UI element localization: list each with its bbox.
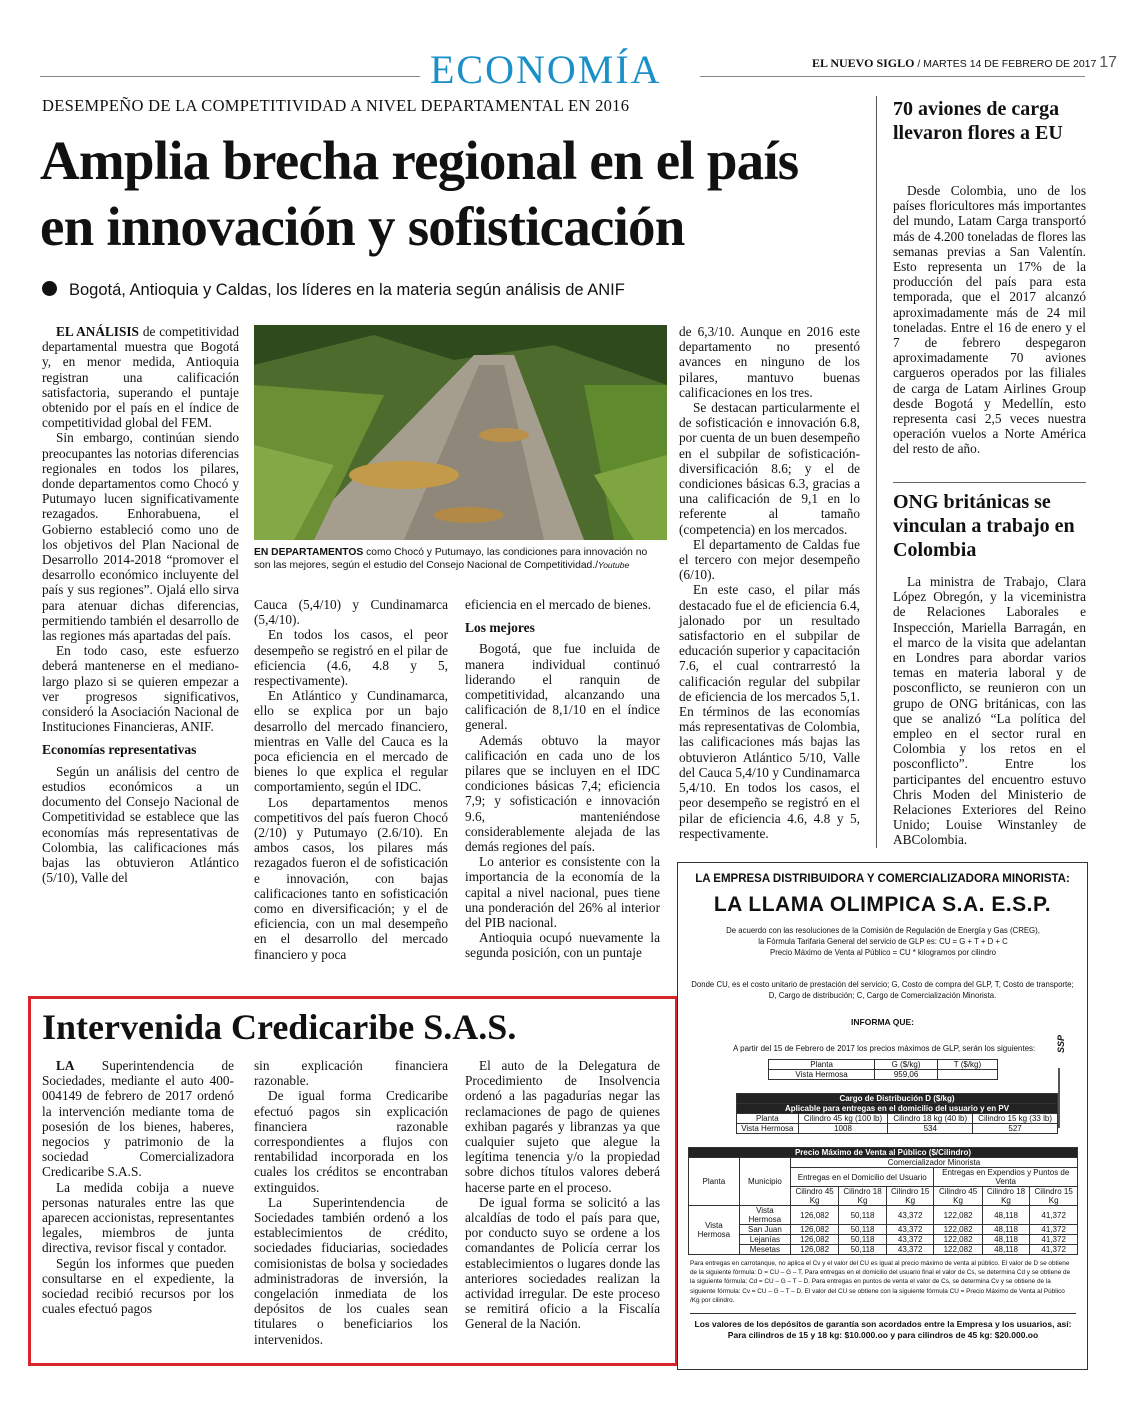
- paragraph: En todos los casos, el peor desempeño se registró en el pilar de eficiencia (4.6, 4.8 y 5, respectivamente).: [254, 627, 448, 689]
- table-title: Precio Máximo de Venta al Público ($/Cilindro): [689, 1148, 1078, 1158]
- paper-name: EL NUEVO SIGLO: [812, 56, 915, 70]
- paragraph: En este caso, el pilar más destacado fue el de eficiencia 6.4, jalonado por un resultado satisfactorio en el subpilar de educación superior y capacitación 7.6, el cual contrarrestó la calificación regular del subpilar de eficiencia de los mercados 5,1. En términos de las economías más representativas de Colombia, las calificaciones más bajas las obtuvieron Atlántico 5/10, Valle del Cauca 5,4/10 y Cundinamarca 5,4/10. En todos los casos, el peor desempeño se registró en el pilar de eficiencia 4.6, 4.8 y 5, respectivamente.: [679, 582, 860, 841]
- kicker: DESEMPEÑO DE LA COMPETITIVIDAD A NIVEL DEPARTAMENTAL EN 2016: [42, 96, 630, 115]
- sidebar-story-1-title: 70 aviones de carga llevaron flores a EU: [893, 98, 1063, 144]
- table-header: Cilindro 15 Kg: [886, 1187, 934, 1206]
- table-header-row: [737, 1114, 1058, 1124]
- table-cell: 43,372: [886, 1206, 934, 1225]
- table-cell: 43,372: [886, 1245, 934, 1255]
- table-header-row: [689, 1158, 1078, 1168]
- table-header: Cilindro 45 Kg: [934, 1187, 982, 1206]
- table-cell: 50,118: [839, 1206, 887, 1225]
- table-cell: 1008: [798, 1124, 888, 1134]
- section-title: ECONOMÍA: [430, 47, 662, 92]
- table-cell: 126,082: [791, 1225, 839, 1235]
- paragraph: En Atlántico y Cundinamarca, ello se explica por un bajo desarrollo del mercado financiero, mientras en Valle del Cauca es la poca eficiencia en el mercado de bienes lo que explica el regular comportamiento, según el IDC.: [254, 688, 448, 795]
- deck: [42, 281, 625, 300]
- paragraph: Desde Colombia, uno de los países floricultores más importantes del mundo, Latam Carga transportó más de 4.200 toneladas de flores las semanas previas a San Valentín. Esto representa un 17% de la producción del país para esta temporada, que el 2017 alcanzó aproximadamente más de 24 mil toneladas. Entre el 16 de enero y el 7 de febrero despegaron aproximadamente 70 aviones cargueros operados por las filiales de carga de Latam Airlines Group desde Bogotá y Medellín, esto representa casi 2,5 veces nuestra operación vuelos a Norte América del resto de año.: [893, 183, 1086, 457]
- table-header-row: [769, 1060, 998, 1070]
- table-header: Cilindro 15 kg (33 lb): [973, 1114, 1058, 1124]
- sidebar-story-2-title: ONG británicas se vinculan a trabajo en Colombia: [893, 491, 1075, 561]
- paragraph: El auto de la Delegatura de Procedimiento de Insolvencia ordenó a las pagadurías negar las reclamaciones de pago de quienes exhiban pagarés y libranzas ya que cualquier sujeto que alegue la legítima tenencia y/o la propiedad sobre dichos títulos valores deberá hacerse parte en el proceso.: [465, 1058, 660, 1195]
- issue-date: / MARTES 14 DE FEBRERO DE 2017: [914, 58, 1100, 70]
- table-cell: Vista Hermosa: [737, 1124, 799, 1134]
- table-cell: 50,118: [839, 1235, 887, 1245]
- table-row: [689, 1245, 1078, 1255]
- caption-lead: EN DEPARTAMENTOS: [254, 547, 364, 558]
- paragraph: Sin embargo, continúan siendo preocupantes las notorias diferencias regionales en todos los pilares, donde departamentos como Chocó y Putumayo lucen significativamente rezagados. Enhorabuena, el Gobierno estableció como uno de los objetivos del Plan Nacional de Desarrollo 2014-2018 “promover el desarrollo económico incluyente del país y sus regiones”. Ojalá ello sirva para atenuar dichas diferencias, permitiendo también el desarrollo de las regiones más apartadas del país.: [42, 430, 239, 644]
- paragraph: En todo caso, este esfuerzo deberá mantenerse en el mediano-largo plazo si se quieren empezar a ver progresos significativos, consideró la Asociación Nacional de Instituciones Financieras, ANIF.: [42, 643, 239, 735]
- table-sub-row: [737, 1104, 1058, 1114]
- table-header: Comercializador Minorista: [791, 1158, 1078, 1168]
- table-cell: 41,372: [1030, 1225, 1078, 1235]
- paragraph: Según un análisis del centro de estudios económicos a un documento del Consejo Nacional de Competitividad se establece que las economías más representativas de Colombia, las calificaciones más bajas las obtuvieron Atlántico (5/10), Valle del: [42, 763, 239, 886]
- table-cell: 527: [973, 1124, 1058, 1134]
- table-cell: 50,118: [839, 1245, 887, 1255]
- credicaribe-column-3: [465, 1058, 660, 1332]
- table-row: [689, 1206, 1078, 1225]
- table-cell: 126,082: [791, 1245, 839, 1255]
- table-cell: 48,118: [982, 1225, 1030, 1235]
- photo-caption: [254, 546, 654, 572]
- paragraph: Además obtuvo la mayor calificación en cada uno de los pilares que se incluyen en el IDC condiciones básicas 7,4; eficiencia 7,9; y sofisticación e innovación 9.6, manteniéndose considerablemente alejada de las demás regiones del país.: [465, 732, 660, 855]
- table-title-row: [689, 1148, 1078, 1158]
- ad-deposit: Los valores de los depósitos de garantía son acordados entre la Empresa y los usuarios, así: Para cilindros de 15 y 18 kg: $10.000.oo y para cilindros de 45 kg: $20.000.oo: [694, 1319, 1072, 1340]
- deck-bullet: [42, 281, 57, 296]
- subhead: Economías representativas: [42, 742, 197, 758]
- table-header: Cilindro 45 Kg: [791, 1187, 839, 1206]
- table-header: Municipio: [739, 1158, 790, 1206]
- table-cell: 43,372: [886, 1225, 934, 1235]
- paragraph: De igual forma se solicitó a las alcaldías de todo el país para que, por conducto suyo se ordene a los comandantes de Policía cerrar los establecimientos o lugares donde las anteriores sociedades realizan la actividad irregular. De este proceso se remitirá oficio a la Fiscalía General de la Nación.: [465, 1194, 660, 1332]
- table-cell: 122,082: [934, 1235, 982, 1245]
- paragraph: de 6,3/10. Aunque en 2016 este departamento no presentó avances en ninguno de los pilares, mantuvo buenas calificaciones en los tres.: [679, 324, 860, 400]
- table-header: Cilindro 18 kg (40 lb): [888, 1114, 973, 1124]
- table-cell: Vista Hermosa: [739, 1206, 790, 1225]
- table-cell: 41,372: [1030, 1206, 1078, 1225]
- table-header: Entregas en Expendios y Puntos de Venta: [934, 1168, 1078, 1187]
- main-column-1: [42, 324, 239, 885]
- paragraph: La ministra de Trabajo, Clara López Obregón, y la viceministra de Relaciones Laborales e Inspección, Mariella Barragán, en el marco de la visita que adelantan en Londres para abordar varios temas en materia laboral y de posconflicto, se reunieron con un grupo de ONG británicas, con las que se analizó “La política del empleo en el sector rural en Colombia y los retos en el posconflicto”. Entre los participantes del encuentro estuvo Chris Moden del Ministerio de Relaciones Exteriores del Reino Unido; Louise Winstanley de ABColombia.: [893, 574, 1086, 848]
- table-header: Planta: [769, 1060, 875, 1070]
- main-column-3: [465, 597, 660, 961]
- paragraph: La medida cobija a nueve personas naturales entre las que aparecen accionistas, representantes legales, miembros de junta directiva, revisor fiscal y contador.: [42, 1179, 234, 1256]
- table-cell: 122,082: [934, 1206, 982, 1225]
- table-row: [689, 1225, 1078, 1235]
- table-header: T ($/kg): [937, 1060, 997, 1070]
- table-cell: 959,06: [875, 1070, 938, 1080]
- paragraph-text: Superintendencia de Sociedades, mediante el auto 400-004149 de febrero de 2017 ordenó la intervención mediante toma de posesión de los bienes, haberes, negocios y patrimonio de la sociedad Comercializadora Credicaribe S.A.S.: [42, 1058, 234, 1180]
- table-cell: Mesetas: [739, 1245, 790, 1255]
- table-cell: 43,372: [886, 1235, 934, 1245]
- table-header: Planta: [689, 1158, 740, 1206]
- table-cell: 126,082: [791, 1206, 839, 1225]
- table-cell: 41,372: [1030, 1235, 1078, 1245]
- sidebar-story-1-body: [893, 183, 1086, 457]
- ad-intro-line: la Fórmula Tarifaria General del servicio de GLP es: CU = G + T + D + C: [758, 937, 1008, 946]
- table-title: Cargo de Distribución D ($/kg): [737, 1094, 1058, 1104]
- paragraph: Lo anterior es consistente con la importancia de la economía de la capital a nivel nacional, pues tiene una ponderación del 26% al interior del PIB nacional.: [465, 854, 660, 931]
- table-header: Cilindro 18 Kg: [839, 1187, 887, 1206]
- page-number: 17: [1099, 54, 1118, 71]
- paragraph: eficiencia en el mercado de bienes.: [465, 597, 652, 612]
- headline-line-2: en innovación y sofisticación: [40, 196, 685, 257]
- table-header: Entregas en el Domicilio del Usuario: [791, 1168, 934, 1187]
- table-header: Cilindro 18 Kg: [982, 1187, 1030, 1206]
- table-header: Cilindro 15 Kg: [1030, 1187, 1078, 1206]
- road-photo-illustration: [254, 325, 667, 540]
- main-column-4: [679, 324, 860, 841]
- headline: [40, 128, 798, 260]
- table-cell: 48,118: [982, 1206, 1030, 1225]
- paragraph: La Superintendencia de Sociedades también ordenó a los establecimientos de crédito, sociedades fiduciarias, sociedades comisionistas de bolsa y sociedades administradoras de inversión, la congelación inmediata de los depósitos de los cuales sean titulares o beneficiarios los intervenidos.: [254, 1194, 448, 1347]
- table-title-row: [737, 1094, 1058, 1104]
- ad-informa: INFORMA QUE:: [851, 1017, 914, 1027]
- headline-line-1: Amplia brecha regional en el país: [40, 130, 799, 191]
- table-cell: 50,118: [839, 1225, 887, 1235]
- table-header: Planta: [737, 1114, 799, 1124]
- table-row: [689, 1235, 1078, 1245]
- table-subtitle: Aplicable para entregas en el domicilio del usuario y en PV: [737, 1104, 1058, 1114]
- table-cell: 122,082: [934, 1245, 982, 1255]
- table-cell: 122,082: [934, 1225, 982, 1235]
- table-cell: 126,082: [791, 1235, 839, 1245]
- paragraph: El departamento de Caldas fue el tercero con mejor desempeño (6/10).: [679, 536, 860, 583]
- photo-credit: Youtube: [598, 560, 630, 570]
- table-header: Cilindro 45 kg (100 lb): [798, 1114, 888, 1124]
- paragraph: [42, 324, 239, 430]
- paragraph: sin explicación financiera razonable.: [254, 1058, 448, 1089]
- subhead: Los mejores: [465, 620, 535, 636]
- lead-in: LA: [56, 1058, 75, 1073]
- table-cell: San Juan: [739, 1225, 790, 1235]
- lead-in: EL ANÁLISIS: [56, 324, 139, 339]
- ad-intro-line: Precio Máximo de Venta al Público = CU * kilogramos por cilindro: [770, 948, 996, 957]
- table-cell: Lejanías: [739, 1235, 790, 1245]
- table-cell: 41,372: [1030, 1245, 1078, 1255]
- ad-definitions: Donde CU, es el costo unitario de prestación del servicio; G, Costo de compra del GLP, T, Costo de transporte; D, Cargo de distribución; C, Cargo de Comercialización Minorista.: [691, 980, 1074, 1000]
- paragraph: Según los informes que pueden consultarse en el expediente, la sociedad recibió recursos por los cuales efectuó pagos: [42, 1255, 234, 1317]
- distribution-table: [736, 1093, 1058, 1134]
- ad-formula-note: Para entregas en carrotanque, no aplica el Cv y el valor del CU es igual al precio máximo de venta al público. El valor de D se obtiene de la siguiente fórmula: D = CU – G – T. Para entregas en el domicilio del usuario final el valor de Cs, se determina Cd y se obtiene de la siguiente fórmula: Cd = CU – G – T – D. Para entregas en puntos de venta el valor de Cs, se determina Cv y se obtiene de la siguiente fórmula: Cv = CU – G – T – D. El valor del CU se obtiene con la siguiente fórmula CU = Precio Máximo de Venta al Público /Kg por cilindro.: [690, 1260, 1071, 1304]
- table-row: [737, 1124, 1058, 1134]
- paragraph: Cauca (5,4/10) y Cundinamarca (5,4/10).: [254, 597, 448, 628]
- ad-note-divider: [690, 1313, 1076, 1314]
- paragraph: Bogotá, que fue incluida de manera individual continuó liderando el ranquin de competitividad, alcanzando una calificación de 8,1/10 en el índice general.: [465, 641, 660, 733]
- table-cell: Vista Hermosa: [689, 1206, 740, 1255]
- ad-company-name: LA LLAMA OLIMPICA S.A. E.S.P.: [713, 893, 1052, 916]
- table-cell: [937, 1070, 997, 1080]
- paragraph-text: de competitividad departamental muestra que Bogotá y, en menor medida, Antioquia registran una calificación satisfactoria, superando el puntaje obtenido por el país en el índice de competitividad global del FEM.: [42, 324, 239, 431]
- deck-text: Bogotá, Antioquia y Caldas, los líderes en la materia según análisis de ANIF: [69, 281, 625, 299]
- paragraph: [42, 1058, 234, 1180]
- ad-intro-line: De acuerdo con las resoluciones de la Comisión de Regulación de Energía y Gas (CREG),: [726, 926, 1040, 935]
- table-cell: 48,118: [982, 1235, 1030, 1245]
- table-cell: Vista Hermosa: [769, 1070, 875, 1080]
- credicaribe-column-1: [42, 1058, 234, 1316]
- paragraph: Los departamentos menos competitivos del país fueron Chocó (2/10) y Putumayo (2.6/10). En ambos casos, los pilares más rezagados fueron el de sofisticación e innovación, con bajas calificaciones tanto en sofisticación como en diversificación; y el de eficiencia, con un mal desempeño en el desarrollo del mercado financiero y poca: [254, 794, 448, 962]
- table-cell: 534: [888, 1124, 973, 1134]
- g-t-table: [768, 1059, 998, 1080]
- sidebar-divider: [876, 96, 877, 848]
- credicaribe-headline: Intervenida Credicaribe S.A.S.: [42, 1007, 517, 1047]
- paragraph: Se destacan particularmente el de sofisticación e innovación 6.8, por cuenta de un buen desempeño en el subpilar de sofisticación-diversificación 8.6; y el de condiciones básicas 6.3, gracias a una calificación de 9,1 en lo referente al tamaño (competencia) en los mercados.: [679, 400, 860, 537]
- ssp-logo: SSP: [1056, 1035, 1066, 1054]
- masthead-rule-left: [40, 76, 420, 77]
- credicaribe-column-2: [254, 1058, 448, 1347]
- table-header: G ($/kg): [875, 1060, 938, 1070]
- ad-apartir: A partir del 15 de Febrero de 2017 los precios máximos de GLP, serán los siguientes:: [733, 1044, 1036, 1053]
- price-table: [688, 1147, 1078, 1255]
- glp-ad: [677, 862, 1088, 1370]
- table-cell: 48,118: [982, 1245, 1030, 1255]
- road-photo: [254, 325, 667, 540]
- ssp-logo-lines: [1058, 1068, 1060, 1128]
- paragraph: Antioquia ocupó nuevamente la segunda posición, con un puntaje: [465, 930, 660, 961]
- main-column-2: [254, 597, 448, 962]
- ad-intro: [698, 925, 1068, 958]
- ad-top-line: LA EMPRESA DISTRIBUIDORA Y COMERCIALIZADORA MINORISTA:: [695, 873, 1070, 885]
- masthead-paper-info: [812, 54, 1117, 72]
- paragraph: De igual forma Credicaribe efectuó pagos sin explicación financiera razonable correspondientes a flujos con rentabilidad incorporada en los cuales los créditos se encontraban extinguidos.: [254, 1088, 448, 1195]
- masthead-rule-right: [700, 76, 1085, 77]
- sidebar-story-2-body: [893, 574, 1086, 848]
- table-row: [769, 1070, 998, 1080]
- sidebar-separator: [893, 482, 1086, 483]
- caption-text: como Chocó y Putumayo, las condiciones para innovación no son las mejores, según el estudio del Consejo Nacional de Competitividad./: [254, 547, 648, 571]
